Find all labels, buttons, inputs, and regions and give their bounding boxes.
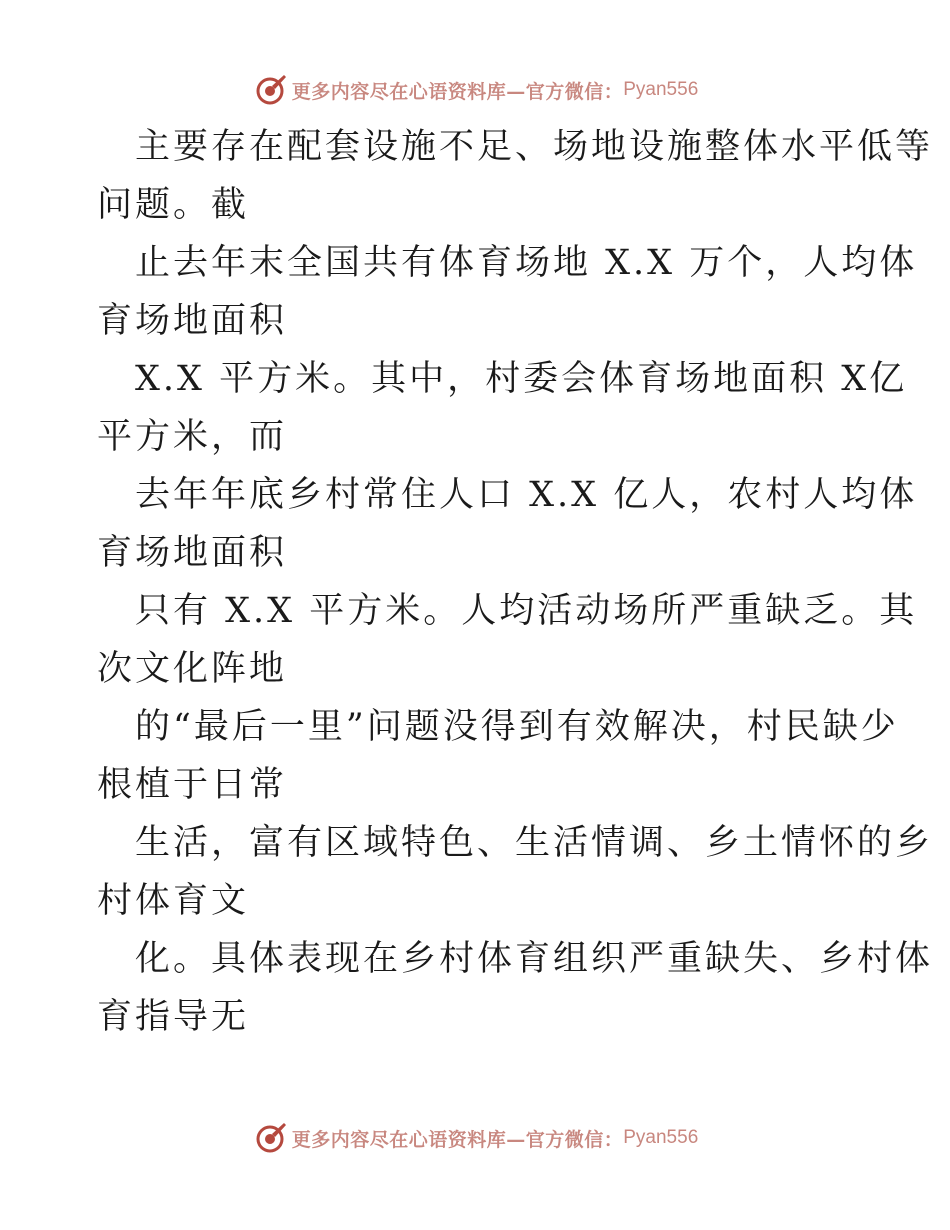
pen-nib-logo-icon (252, 1120, 288, 1156)
paragraph-6 (97, 698, 899, 814)
paragraph-1 (97, 118, 934, 234)
footer-banner-text: 更多内容尽在心语资料库—官方微信： (291, 1128, 624, 1151)
paragraph-line: 次文化阵地 (97, 649, 288, 689)
header-banner-text: 更多内容尽在心语资料库—官方微信： (291, 80, 624, 103)
paragraph-line: 育场地面积 (97, 301, 288, 341)
paragraph-line: 根植于日常 (97, 765, 288, 805)
footer-wechat-account: Pyan556 (623, 1127, 699, 1148)
paragraph-line: 止去年末全国共有体育场地 X.X 万个，人均体 (135, 243, 918, 283)
paragraph-5 (97, 582, 918, 698)
paragraph-7 (97, 814, 934, 930)
document-body (97, 118, 934, 1046)
paragraph-2 (97, 234, 918, 350)
footer-watermark (0, 1118, 950, 1158)
paragraph-4 (97, 466, 918, 582)
paragraph-3 (97, 350, 908, 466)
paragraph-line: 去年年底乡村常住人口 X.X 亿人，农村人均体 (135, 475, 918, 515)
paragraph-line: 村体育文 (97, 881, 250, 921)
pen-nib-logo-icon (252, 72, 288, 108)
paragraph-8 (97, 930, 934, 1046)
paragraph-line: 化。具体表现在乡村体育组织严重缺失、乡村体 (135, 939, 934, 979)
paragraph-line: 问题。截 (97, 185, 250, 225)
paragraph-line: 的“最后一里”问题没得到有效解决，村民缺少 (135, 707, 899, 747)
header-watermark (0, 70, 950, 110)
paragraph-line: X.X 平方米。其中，村委会体育场地面积 X亿 (135, 359, 908, 399)
paragraph-line: 育场地面积 (97, 533, 288, 573)
paragraph-line: 育指导无 (97, 997, 250, 1037)
paragraph-line: 生活，富有区域特色、生活情调、乡土情怀的乡 (135, 823, 934, 863)
paragraph-line: 主要存在配套设施不足、场地设施整体水平低等 (135, 127, 934, 167)
paragraph-line: 平方米，而 (97, 417, 288, 457)
paragraph-line: 只有 X.X 平方米。人均活动场所严重缺乏。其 (135, 591, 918, 631)
header-wechat-account: Pyan556 (623, 79, 699, 100)
